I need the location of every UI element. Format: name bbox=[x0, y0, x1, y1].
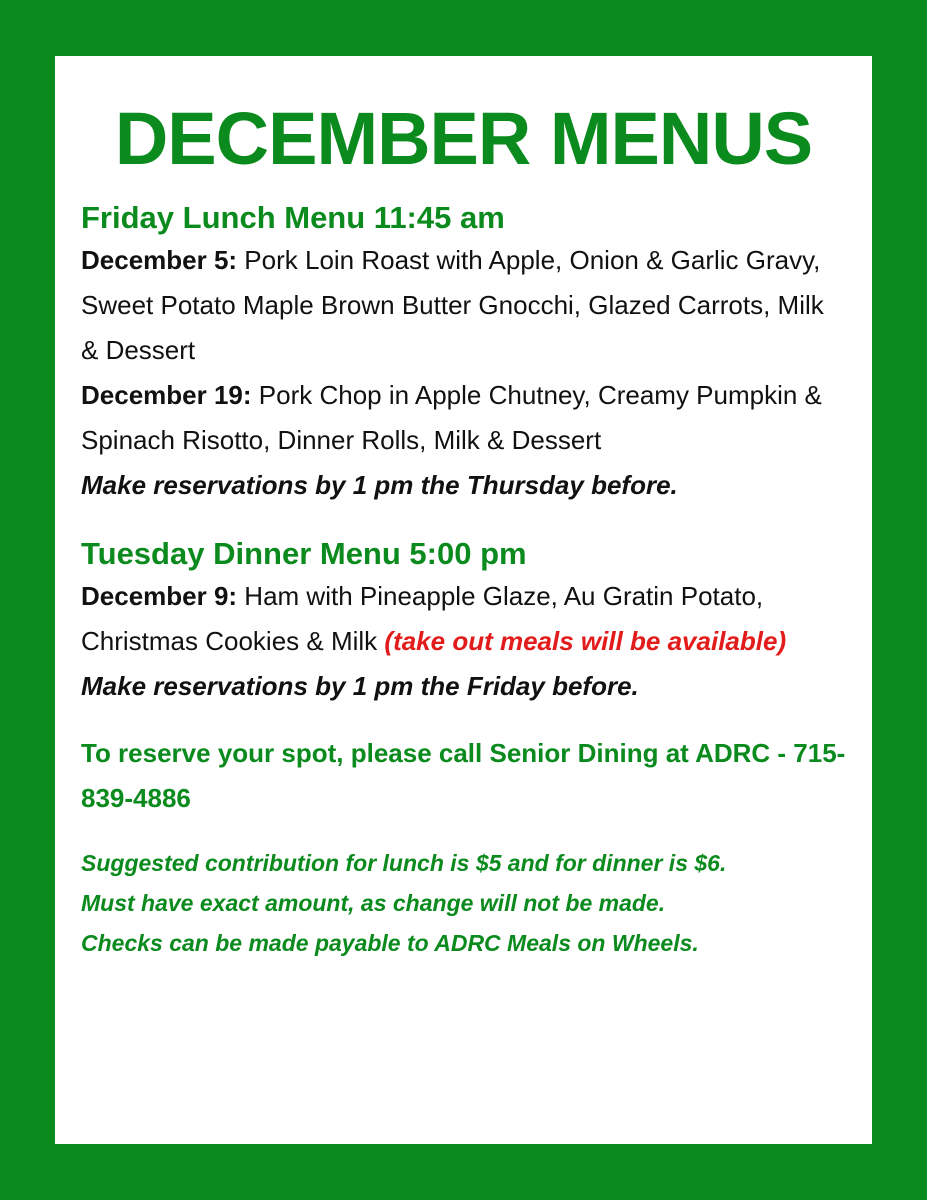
menu-entry-description: Pork Chop in Apple Chutney, Creamy Pumpkin & Spinach Risotto, Dinner Rolls, Milk & Dessert bbox=[81, 380, 822, 455]
menu-entry-date: December 19: bbox=[81, 380, 252, 410]
menu-entry-december-9 bbox=[81, 574, 846, 664]
friday-reservation-note: Make reservations by 1 pm the Thursday before. bbox=[81, 470, 678, 500]
menu-entry-description: Ham with Pineapple Glaze, Au Gratin Potato, Christmas Cookies & Milk bbox=[81, 581, 764, 656]
contribution-line: Checks can be made payable to ADRC Meals on Wheels. bbox=[81, 930, 699, 956]
menu-entry-date: December 9: bbox=[81, 581, 238, 611]
tuesday-dinner-heading: Tuesday Dinner Menu 5:00 pm bbox=[81, 536, 527, 571]
menu-entry-december-5 bbox=[81, 238, 846, 373]
friday-lunch-heading: Friday Lunch Menu 11:45 am bbox=[81, 200, 505, 235]
takeout-note: (take out meals will be available) bbox=[384, 626, 787, 656]
page-title: DECEMBER MENUS bbox=[114, 97, 813, 180]
menu-entry-date: December 5: bbox=[81, 245, 238, 275]
menu-entry-december-19 bbox=[81, 373, 846, 463]
contribution-line: Suggested contribution for lunch is $5 and for dinner is $6. bbox=[81, 850, 727, 876]
menu-flyer bbox=[55, 56, 872, 1144]
reservation-call-to-action: To reserve your spot, please call Senior Dining at ADRC - 715-839-4886 bbox=[81, 738, 846, 813]
contribution-info bbox=[81, 843, 846, 963]
contribution-line: Must have exact amount, as change will not be made. bbox=[81, 890, 666, 916]
menu-entry-description: Pork Loin Roast with Apple, Onion & Garlic Gravy, Sweet Potato Maple Brown Butter Gnocchi, Glazed Carrots, Milk & Dessert bbox=[81, 245, 824, 365]
tuesday-reservation-note: Make reservations by 1 pm the Friday before. bbox=[81, 671, 639, 701]
